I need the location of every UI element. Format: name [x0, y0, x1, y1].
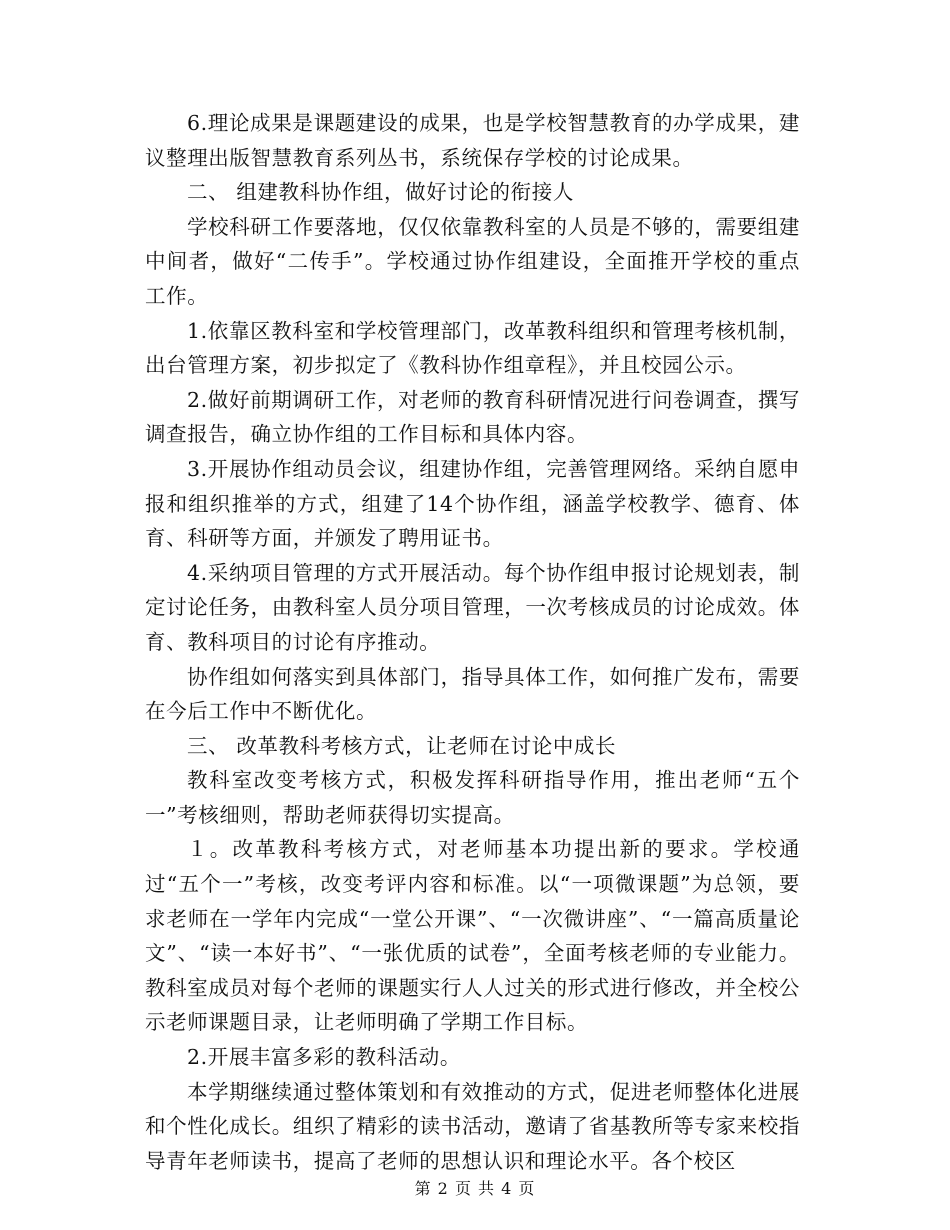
paragraph-semester-activities: 本学期继续通过整体策划和有效推动的方式，促进老师整体化进展和个性化成长。组织了精彩的读书活动，邀请了省基教所等专家来校指导青年老师读书，提高了老师的思想认识和理论水平。各个校区 — [145, 1079, 800, 1173]
paragraph-item-1-management: 1.依靠区教科室和学校管理部门，改革教科组织和管理考核机制，出台管理方案，初步拟定了《教科协作组章程》，并且校园公示。 — [145, 318, 800, 378]
paragraph-optimization: 协作组如何落实到具体部门，指导具体工作，如何推广发布，需要在今后工作中不断优化。 — [145, 664, 800, 724]
paragraph-item-4-project-management: 4.采纳项目管理的方式开展活动。每个协作组申报讨论规划表，制定讨论任务，由教科室人员分项目管理，一次考核成员的讨论成效。体育、教科项目的讨论有序推动。 — [145, 560, 800, 654]
section-heading-assessment-reform: 三、 改革教科考核方式，让老师在讨论中成长 — [187, 733, 617, 758]
page-number-footer: 第 2 页 共 4 页 — [414, 1179, 536, 1198]
section-heading-collaboration-group: 二、 组建教科协作组，做好讨论的衔接人 — [187, 180, 574, 205]
paragraph-assessment-method: 教科室改变考核方式，积极发挥科研指导作用，推出老师“五个一”考核细则，帮助老师获得切实提高。 — [145, 768, 800, 827]
paragraph-item-3-mobilization: 3.开展协作组动员会议，组建协作组，完善管理网络。采纳自愿申报和组织推举的方式，组建了14个协作组，涵盖学校教学、德育、体育、科研等方面，并颁发了聘用证书。 — [145, 456, 800, 551]
paragraph-five-ones: １。改革教科考核方式，对老师基本功提出新的要求。学校通过“五个一”考核，改变考评内容和标准。以“一项微课题”为总领，要求老师在一学年内完成“一堂公开课”、“一次微讲座”、“一篇高质量论文”、“读一本好书”、“一张优质的试卷”，全面考核老师的专业能力。教科室成员对每个老师的课题实行人人过关的形式进行修改，并全校公示老师课题目录，让老师明确了学期工作目标。 — [145, 837, 800, 1035]
paragraph-theory-results: 6.理论成果是课题建设的成果，也是学校智慧教育的办学成果，建议整理出版智慧教育系列丛书，系统保存学校的讨论成果。 — [145, 111, 800, 170]
paragraph-research-implementation: 学校科研工作要落地，仅仅依靠教科室的人员是不够的，需要组建中间者，做好“二传手”。学校通过协作组建设，全面推开学校的重点工作。 — [145, 214, 800, 308]
document-body — [145, 106, 800, 1178]
paragraph-item-2-survey: 2.做好前期调研工作，对老师的教育科研情况进行问卷调查，撰写调查报告，确立协作组的工作目标和具体内容。 — [145, 387, 800, 447]
paragraph-activities-heading: 2.开展丰富多彩的教科活动。 — [187, 1045, 461, 1070]
